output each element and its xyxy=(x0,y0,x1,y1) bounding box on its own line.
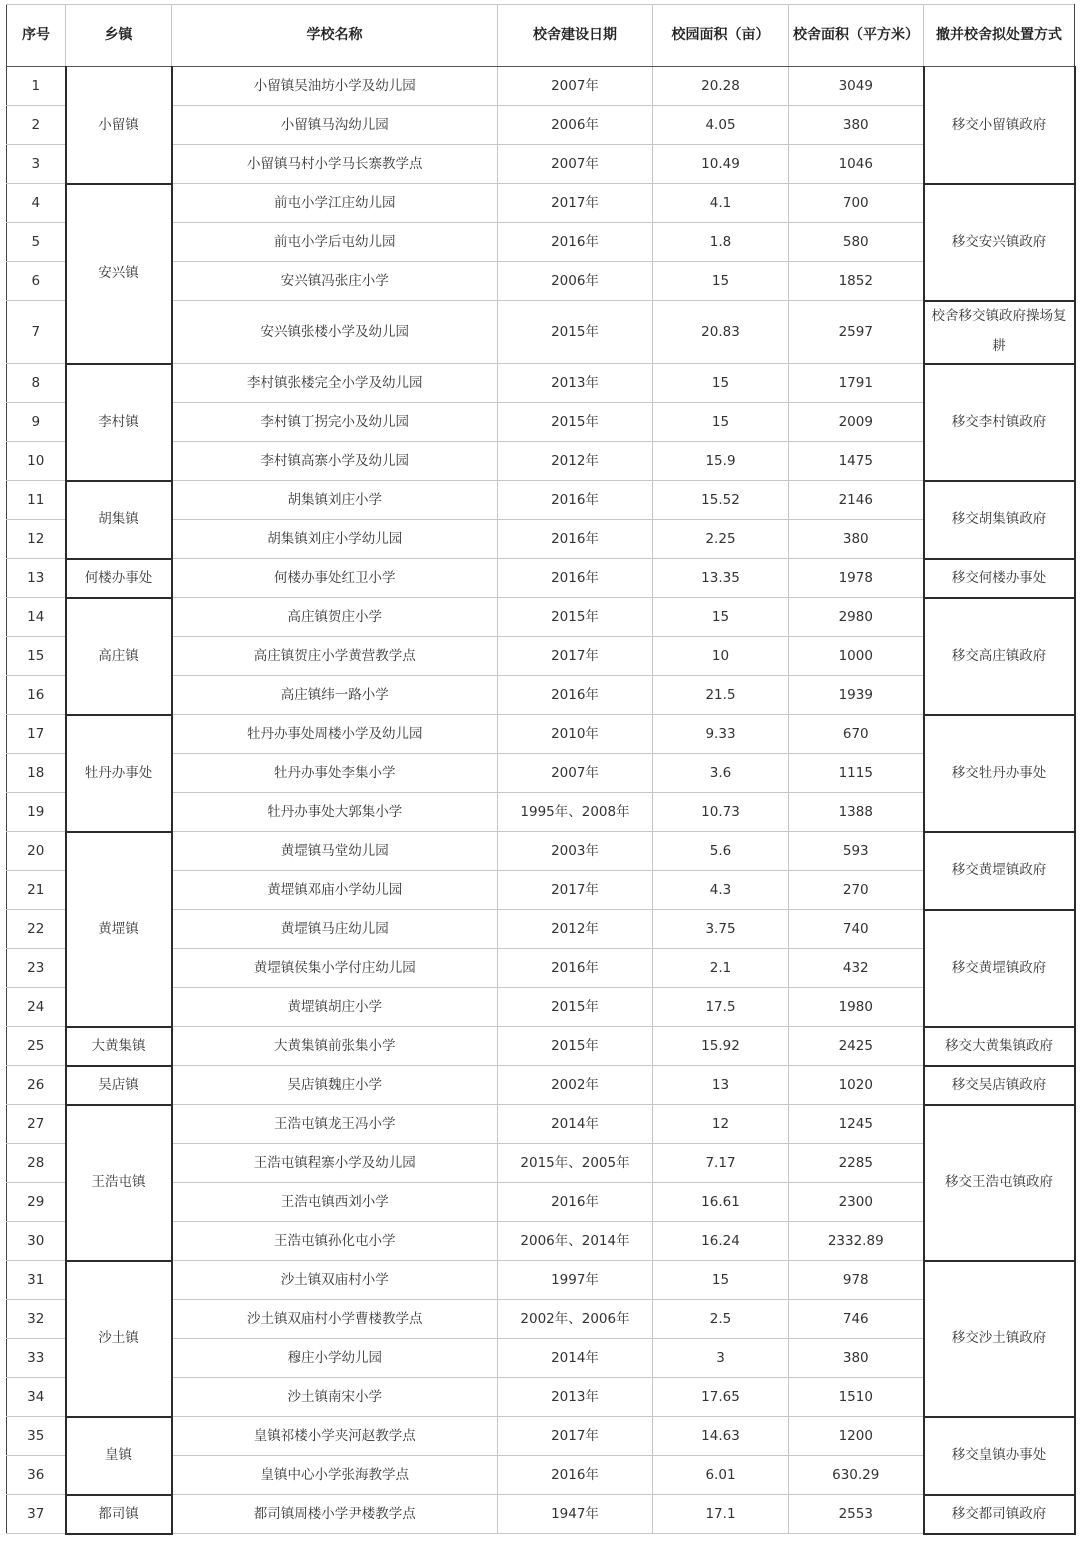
cell-school-name: 王浩屯镇孙化屯小学 xyxy=(172,1222,498,1261)
cell-build-date: 2003年 xyxy=(498,832,653,871)
cell-build-date: 2016年 xyxy=(498,520,653,559)
cell-seq: 37 xyxy=(7,1495,66,1534)
cell-build-date: 2006年、2014年 xyxy=(498,1222,653,1261)
header-build-date: 校舍建设日期 xyxy=(498,5,653,67)
cell-building-area: 380 xyxy=(789,106,924,145)
cell-campus-area: 10 xyxy=(653,637,789,676)
cell-build-date: 2016年 xyxy=(498,481,653,520)
cell-disposal: 移交何楼办事处 xyxy=(924,559,1075,598)
cell-town: 胡集镇 xyxy=(66,481,172,559)
table-row xyxy=(7,1261,1075,1300)
cell-school-name: 牡丹办事处李集小学 xyxy=(172,754,498,793)
cell-campus-area: 3 xyxy=(653,1339,789,1378)
cell-build-date: 2013年 xyxy=(498,1378,653,1417)
cell-seq: 5 xyxy=(7,223,66,262)
cell-building-area: 700 xyxy=(789,184,924,223)
cell-building-area: 2553 xyxy=(789,1495,924,1534)
cell-building-area: 3049 xyxy=(789,67,924,106)
cell-school-name: 沙土镇双庙村小学 xyxy=(172,1261,498,1300)
cell-build-date: 2007年 xyxy=(498,754,653,793)
cell-build-date: 2007年 xyxy=(498,145,653,184)
table-row xyxy=(7,1105,1075,1144)
cell-building-area: 1115 xyxy=(789,754,924,793)
cell-campus-area: 17.65 xyxy=(653,1378,789,1417)
cell-disposal: 移交安兴镇政府 xyxy=(924,184,1075,301)
cell-school-name: 王浩屯镇西刘小学 xyxy=(172,1183,498,1222)
cell-seq: 13 xyxy=(7,559,66,598)
cell-school-name: 高庄镇贺庄小学黄营教学点 xyxy=(172,637,498,676)
cell-building-area: 740 xyxy=(789,910,924,949)
cell-build-date: 2006年 xyxy=(498,262,653,301)
cell-build-date: 1997年 xyxy=(498,1261,653,1300)
cell-town: 牡丹办事处 xyxy=(66,715,172,832)
cell-building-area: 2425 xyxy=(789,1027,924,1066)
cell-school-name: 黄堽镇马庄幼儿园 xyxy=(172,910,498,949)
cell-disposal: 移交王浩屯镇政府 xyxy=(924,1105,1075,1261)
cell-building-area: 2146 xyxy=(789,481,924,520)
cell-seq: 27 xyxy=(7,1105,66,1144)
cell-disposal: 移交李村镇政府 xyxy=(924,364,1075,481)
cell-building-area: 1852 xyxy=(789,262,924,301)
cell-disposal: 移交吴店镇政府 xyxy=(924,1066,1075,1105)
cell-campus-area: 15 xyxy=(653,403,789,442)
cell-town: 黄堽镇 xyxy=(66,832,172,1027)
cell-town: 都司镇 xyxy=(66,1495,172,1534)
cell-disposal: 移交黄堽镇政府 xyxy=(924,832,1075,910)
cell-campus-area: 5.6 xyxy=(653,832,789,871)
cell-school-name: 大黄集镇前张集小学 xyxy=(172,1027,498,1066)
school-closure-table xyxy=(6,4,1076,1535)
cell-seq: 9 xyxy=(7,403,66,442)
cell-building-area: 1791 xyxy=(789,364,924,403)
cell-campus-area: 9.33 xyxy=(653,715,789,754)
cell-campus-area: 3.75 xyxy=(653,910,789,949)
table-row xyxy=(7,184,1075,223)
cell-campus-area: 15 xyxy=(653,1261,789,1300)
cell-building-area: 2332.89 xyxy=(789,1222,924,1261)
cell-seq: 2 xyxy=(7,106,66,145)
table-row xyxy=(7,832,1075,871)
cell-building-area: 2980 xyxy=(789,598,924,637)
cell-disposal: 移交皇镇办事处 xyxy=(924,1417,1075,1495)
cell-seq: 8 xyxy=(7,364,66,403)
cell-campus-area: 21.5 xyxy=(653,676,789,715)
cell-building-area: 1475 xyxy=(789,442,924,481)
cell-campus-area: 12 xyxy=(653,1105,789,1144)
cell-disposal: 移交牡丹办事处 xyxy=(924,715,1075,832)
cell-building-area: 1245 xyxy=(789,1105,924,1144)
cell-school-name: 沙土镇双庙村小学曹楼教学点 xyxy=(172,1300,498,1339)
cell-school-name: 安兴镇张楼小学及幼儿园 xyxy=(172,301,498,364)
cell-campus-area: 17.1 xyxy=(653,1495,789,1534)
cell-campus-area: 20.83 xyxy=(653,301,789,364)
cell-disposal: 移交胡集镇政府 xyxy=(924,481,1075,559)
cell-campus-area: 15.52 xyxy=(653,481,789,520)
cell-seq: 7 xyxy=(7,301,66,364)
cell-campus-area: 15.92 xyxy=(653,1027,789,1066)
cell-build-date: 2017年 xyxy=(498,637,653,676)
cell-town: 高庄镇 xyxy=(66,598,172,715)
cell-campus-area: 2.25 xyxy=(653,520,789,559)
cell-disposal: 移交小留镇政府 xyxy=(924,67,1075,184)
cell-school-name: 黄堽镇侯集小学付庄幼儿园 xyxy=(172,949,498,988)
cell-build-date: 2017年 xyxy=(498,871,653,910)
cell-campus-area: 20.28 xyxy=(653,67,789,106)
table-row xyxy=(7,481,1075,520)
cell-town: 皇镇 xyxy=(66,1417,172,1495)
cell-disposal: 移交大黄集镇政府 xyxy=(924,1027,1075,1066)
cell-seq: 14 xyxy=(7,598,66,637)
cell-town: 李村镇 xyxy=(66,364,172,481)
cell-build-date: 2016年 xyxy=(498,559,653,598)
cell-build-date: 2015年 xyxy=(498,988,653,1027)
cell-building-area: 1510 xyxy=(789,1378,924,1417)
cell-build-date: 2014年 xyxy=(498,1339,653,1378)
cell-build-date: 2013年 xyxy=(498,364,653,403)
cell-seq: 3 xyxy=(7,145,66,184)
cell-seq: 30 xyxy=(7,1222,66,1261)
cell-building-area: 1978 xyxy=(789,559,924,598)
cell-building-area: 1046 xyxy=(789,145,924,184)
cell-seq: 12 xyxy=(7,520,66,559)
cell-disposal: 移交高庄镇政府 xyxy=(924,598,1075,715)
cell-school-name: 吴店镇魏庄小学 xyxy=(172,1066,498,1105)
cell-campus-area: 2.5 xyxy=(653,1300,789,1339)
cell-building-area: 1020 xyxy=(789,1066,924,1105)
cell-disposal: 移交沙土镇政府 xyxy=(924,1261,1075,1417)
cell-build-date: 1995年、2008年 xyxy=(498,793,653,832)
cell-campus-area: 1.8 xyxy=(653,223,789,262)
cell-build-date: 2007年 xyxy=(498,67,653,106)
cell-seq: 26 xyxy=(7,1066,66,1105)
cell-disposal: 移交都司镇政府 xyxy=(924,1495,1075,1534)
cell-school-name: 小留镇吴油坊小学及幼儿园 xyxy=(172,67,498,106)
cell-school-name: 王浩屯镇龙王冯小学 xyxy=(172,1105,498,1144)
table-row xyxy=(7,598,1075,637)
cell-school-name: 牡丹办事处大郭集小学 xyxy=(172,793,498,832)
cell-build-date: 2012年 xyxy=(498,910,653,949)
header-town: 乡镇 xyxy=(66,5,172,67)
cell-building-area: 2009 xyxy=(789,403,924,442)
cell-campus-area: 13.35 xyxy=(653,559,789,598)
cell-campus-area: 4.1 xyxy=(653,184,789,223)
cell-seq: 16 xyxy=(7,676,66,715)
cell-seq: 17 xyxy=(7,715,66,754)
cell-school-name: 前屯小学江庄幼儿园 xyxy=(172,184,498,223)
cell-school-name: 皇镇祁楼小学夹河赵教学点 xyxy=(172,1417,498,1456)
cell-campus-area: 16.61 xyxy=(653,1183,789,1222)
cell-building-area: 670 xyxy=(789,715,924,754)
cell-seq: 31 xyxy=(7,1261,66,1300)
table-row xyxy=(7,1417,1075,1456)
cell-school-name: 都司镇周楼小学尹楼教学点 xyxy=(172,1495,498,1534)
cell-campus-area: 10.49 xyxy=(653,145,789,184)
cell-building-area: 432 xyxy=(789,949,924,988)
cell-campus-area: 4.3 xyxy=(653,871,789,910)
cell-seq: 4 xyxy=(7,184,66,223)
cell-seq: 6 xyxy=(7,262,66,301)
cell-school-name: 黄堽镇邓庙小学幼儿园 xyxy=(172,871,498,910)
cell-building-area: 593 xyxy=(789,832,924,871)
table-row xyxy=(7,715,1075,754)
cell-building-area: 1939 xyxy=(789,676,924,715)
cell-seq: 11 xyxy=(7,481,66,520)
cell-town: 沙土镇 xyxy=(66,1261,172,1417)
table-row xyxy=(7,559,1075,598)
cell-building-area: 380 xyxy=(789,1339,924,1378)
cell-school-name: 李村镇高寨小学及幼儿园 xyxy=(172,442,498,481)
cell-seq: 29 xyxy=(7,1183,66,1222)
cell-build-date: 1947年 xyxy=(498,1495,653,1534)
cell-building-area: 1980 xyxy=(789,988,924,1027)
cell-town: 安兴镇 xyxy=(66,184,172,364)
table-row xyxy=(7,1495,1075,1534)
cell-town: 王浩屯镇 xyxy=(66,1105,172,1261)
table-row xyxy=(7,1066,1075,1105)
cell-seq: 24 xyxy=(7,988,66,1027)
cell-build-date: 2002年 xyxy=(498,1066,653,1105)
header-campus-area: 校园面积（亩） xyxy=(653,5,789,67)
cell-school-name: 高庄镇贺庄小学 xyxy=(172,598,498,637)
cell-building-area: 2300 xyxy=(789,1183,924,1222)
cell-campus-area: 15 xyxy=(653,364,789,403)
table-row xyxy=(7,364,1075,403)
cell-building-area: 1000 xyxy=(789,637,924,676)
cell-school-name: 李村镇张楼完全小学及幼儿园 xyxy=(172,364,498,403)
cell-building-area: 580 xyxy=(789,223,924,262)
cell-seq: 1 xyxy=(7,67,66,106)
header-disposal: 撤并校舍拟处置方式 xyxy=(924,5,1075,67)
cell-school-name: 小留镇马村小学马长寨教学点 xyxy=(172,145,498,184)
table-row xyxy=(7,1027,1075,1066)
cell-school-name: 胡集镇刘庄小学幼儿园 xyxy=(172,520,498,559)
cell-seq: 19 xyxy=(7,793,66,832)
cell-build-date: 2017年 xyxy=(498,184,653,223)
cell-disposal: 校舍移交镇政府操场复耕 xyxy=(924,301,1075,364)
cell-building-area: 630.29 xyxy=(789,1456,924,1495)
cell-building-area: 270 xyxy=(789,871,924,910)
cell-town: 何楼办事处 xyxy=(66,559,172,598)
cell-seq: 25 xyxy=(7,1027,66,1066)
cell-campus-area: 6.01 xyxy=(653,1456,789,1495)
cell-campus-area: 14.63 xyxy=(653,1417,789,1456)
cell-building-area: 1200 xyxy=(789,1417,924,1456)
cell-build-date: 2002年、2006年 xyxy=(498,1300,653,1339)
table-row xyxy=(7,67,1075,106)
cell-build-date: 2012年 xyxy=(498,442,653,481)
cell-town: 吴店镇 xyxy=(66,1066,172,1105)
cell-seq: 18 xyxy=(7,754,66,793)
cell-school-name: 李村镇丁拐完小及幼儿园 xyxy=(172,403,498,442)
cell-campus-area: 17.5 xyxy=(653,988,789,1027)
table-body xyxy=(7,67,1075,1534)
cell-seq: 20 xyxy=(7,832,66,871)
table-header-row xyxy=(7,5,1075,67)
cell-campus-area: 15 xyxy=(653,262,789,301)
cell-seq: 36 xyxy=(7,1456,66,1495)
cell-building-area: 2597 xyxy=(789,301,924,364)
cell-seq: 23 xyxy=(7,949,66,988)
cell-seq: 28 xyxy=(7,1144,66,1183)
cell-build-date: 2015年 xyxy=(498,403,653,442)
cell-seq: 10 xyxy=(7,442,66,481)
cell-build-date: 2016年 xyxy=(498,223,653,262)
cell-build-date: 2014年 xyxy=(498,1105,653,1144)
cell-build-date: 2010年 xyxy=(498,715,653,754)
cell-seq: 35 xyxy=(7,1417,66,1456)
cell-build-date: 2015年、2005年 xyxy=(498,1144,653,1183)
cell-building-area: 2285 xyxy=(789,1144,924,1183)
cell-building-area: 746 xyxy=(789,1300,924,1339)
cell-school-name: 胡集镇刘庄小学 xyxy=(172,481,498,520)
cell-seq: 33 xyxy=(7,1339,66,1378)
cell-disposal: 移交黄堽镇政府 xyxy=(924,910,1075,1027)
cell-build-date: 2016年 xyxy=(498,1183,653,1222)
cell-school-name: 牡丹办事处周楼小学及幼儿园 xyxy=(172,715,498,754)
cell-seq: 32 xyxy=(7,1300,66,1339)
cell-building-area: 380 xyxy=(789,520,924,559)
cell-build-date: 2016年 xyxy=(498,676,653,715)
cell-school-name: 前屯小学后屯幼儿园 xyxy=(172,223,498,262)
cell-campus-area: 2.1 xyxy=(653,949,789,988)
cell-building-area: 978 xyxy=(789,1261,924,1300)
cell-campus-area: 10.73 xyxy=(653,793,789,832)
cell-town: 小留镇 xyxy=(66,67,172,184)
cell-school-name: 黄堽镇马堂幼儿园 xyxy=(172,832,498,871)
cell-campus-area: 15.9 xyxy=(653,442,789,481)
cell-school-name: 王浩屯镇程寨小学及幼儿园 xyxy=(172,1144,498,1183)
header-school-name: 学校名称 xyxy=(172,5,498,67)
cell-building-area: 1388 xyxy=(789,793,924,832)
header-seq: 序号 xyxy=(7,5,66,67)
cell-seq: 21 xyxy=(7,871,66,910)
cell-seq: 22 xyxy=(7,910,66,949)
cell-campus-area: 13 xyxy=(653,1066,789,1105)
cell-town: 大黄集镇 xyxy=(66,1027,172,1066)
cell-school-name: 黄堽镇胡庄小学 xyxy=(172,988,498,1027)
cell-school-name: 安兴镇冯张庄小学 xyxy=(172,262,498,301)
cell-build-date: 2015年 xyxy=(498,301,653,364)
cell-build-date: 2016年 xyxy=(498,949,653,988)
cell-build-date: 2016年 xyxy=(498,1456,653,1495)
cell-seq: 15 xyxy=(7,637,66,676)
cell-build-date: 2006年 xyxy=(498,106,653,145)
cell-school-name: 高庄镇纬一路小学 xyxy=(172,676,498,715)
cell-school-name: 何楼办事处红卫小学 xyxy=(172,559,498,598)
cell-seq: 34 xyxy=(7,1378,66,1417)
cell-school-name: 皇镇中心小学张海教学点 xyxy=(172,1456,498,1495)
cell-build-date: 2017年 xyxy=(498,1417,653,1456)
header-building-area: 校舍面积（平方米） xyxy=(789,5,924,67)
cell-build-date: 2015年 xyxy=(498,598,653,637)
cell-school-name: 穆庄小学幼儿园 xyxy=(172,1339,498,1378)
cell-campus-area: 4.05 xyxy=(653,106,789,145)
cell-campus-area: 3.6 xyxy=(653,754,789,793)
cell-campus-area: 15 xyxy=(653,598,789,637)
cell-build-date: 2015年 xyxy=(498,1027,653,1066)
cell-campus-area: 7.17 xyxy=(653,1144,789,1183)
cell-school-name: 沙土镇南宋小学 xyxy=(172,1378,498,1417)
cell-campus-area: 16.24 xyxy=(653,1222,789,1261)
cell-school-name: 小留镇马沟幼儿园 xyxy=(172,106,498,145)
